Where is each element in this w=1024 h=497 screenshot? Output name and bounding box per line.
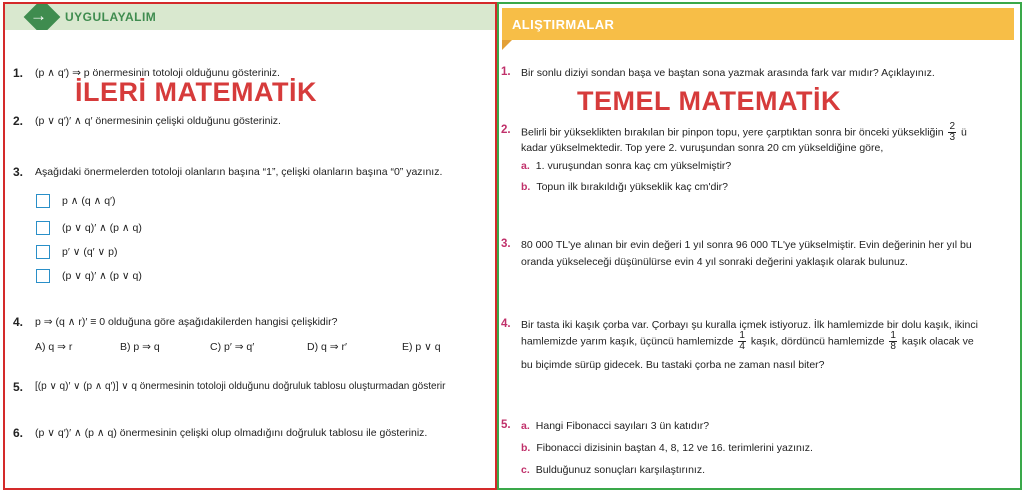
header-title: UYGULAYALIM (65, 10, 157, 24)
question-number: 1. (13, 66, 24, 80)
q3-item: p ∧ (q ∧ q′) (62, 195, 116, 207)
q4-option: B) p ⇒ q (120, 341, 160, 353)
header-badge (11, 4, 61, 30)
sub-question: b. Topun ilk bırakıldığı yükseklik kaç cm'dir? (521, 181, 729, 193)
q2-line1: Belirli bir yükseklikten bırakılan bir pinpon topu, yere çarptıktan sonra bir önceki yüksekliğin (521, 126, 944, 139)
uygulayalim-header (5, 4, 495, 30)
question-text: p ⇒ (q ∧ r)′ ≡ 0 olduğuna göre aşağıdakilerden hangisi çelişkidir? (35, 316, 338, 328)
fraction-one-quarter: $\frac{1}{4}$ (739, 330, 745, 352)
sub-question: a. 1. vuruşundan sonra kaç cm yükselmiştir? (521, 160, 732, 172)
temel-matematik-stamp: TEMEL MATEMATİK (577, 86, 841, 116)
question-number: 1. (501, 66, 511, 78)
q4-option: D) q ⇒ r′ (307, 341, 347, 353)
question-number: 5. (501, 419, 511, 431)
q4-option: E) p ∨ q (402, 341, 441, 353)
right-panel (497, 2, 1022, 490)
question-number: 3. (13, 165, 24, 179)
q4-option: A) q ⇒ r (35, 341, 73, 353)
question-text: (p ∧ q′) ⇒ p önermesinin totoloji olduğunu gösteriniz. (35, 67, 280, 79)
left-panel (3, 2, 497, 490)
fraction-two-thirds: $\frac{2}{3}$ (949, 121, 956, 143)
sub-question: a. Hangi Fibonacci sayıları 3 ün katıdır? (521, 420, 710, 432)
question-number: 6. (13, 426, 24, 440)
question-text: [(p ∨ q)′ ∨ (p ∧ q′)] ∨ q önermesinin totoloji olduğunu doğruluk tablosu oluşturmadan gösterir (35, 381, 446, 392)
arrow-right-icon: → (30, 6, 47, 25)
question-text: (p ∨ q′)′ ∧ q′ önermesinin çelişki olduğunu gösteriniz. (35, 115, 281, 127)
question-number: 2. (13, 114, 24, 128)
question-text: bu biçimde sürüp gidecek. Bu tastaki çorba ne zaman nasıl biter? (521, 359, 825, 371)
q4-option: C) p′ ⇒ q′ (210, 341, 255, 353)
q3-item: p′ ∨ (q′ ∨ p) (62, 246, 118, 258)
question-text: Bir sonlu diziyi sondan başa ve baştan sona yazmak arasında fark var mıdır? Açıklayınız. (521, 67, 935, 79)
question-text (521, 122, 967, 143)
question-number: 5. (13, 380, 24, 394)
header-title: ALIŞTIRMALAR (512, 17, 615, 32)
question-text: (p ∨ q′)′ ∧ (p ∧ q) önermesinin çelişki olup olmadığını doğruluk tablosu ile gösteriniz. (35, 427, 428, 439)
ileri-matematik-stamp: İLERİ MATEMATİK (75, 77, 317, 107)
question-number: 4. (13, 315, 24, 329)
sub-question: b. Fibonacci dizisinin baştan 4, 8, 12 ve 16. terimlerini yazınız. (521, 442, 813, 454)
question-number: 3. (501, 238, 511, 250)
fraction-one-eighth: $\frac{1}{8}$ (890, 330, 896, 352)
alistirmalar-header (502, 8, 1014, 40)
answer-box[interactable] (36, 194, 50, 208)
sub-question: c. Bulduğunuz sonuçları karşılaştırınız. (521, 464, 706, 476)
question-text: Aşağıdaki önermelerden totoloji olanların başına “1”, çelişki olanların başına “0” yazınız. (35, 166, 443, 178)
question-number: 2. (501, 124, 511, 136)
q2-line1-end: ü (960, 126, 967, 139)
answer-box[interactable] (36, 221, 50, 235)
answer-box[interactable] (36, 245, 50, 259)
q3-item: (p ∨ q)′ ∧ (p ∨ q) (62, 270, 142, 282)
question-text: oranda yükseleceği düşünülürse evin 4 yıl sonraki değerini yaklaşık olarak bulunuz. (521, 256, 908, 268)
answer-box[interactable] (36, 269, 50, 283)
header-fold (502, 40, 512, 50)
question-text: 80 000 TL'ye alınan bir evin değeri 1 yıl sonra 96 000 TL'ye yükselmiştir. Evin değerinin her yıl bu (521, 239, 972, 251)
question-text: Bir tasta iki kaşık çorba var. Çorbayı şu kuralla içmek istiyoruz. İlk hamlemizde bir dolu kaşık, ikinci (521, 319, 978, 331)
q3-item: (p ∨ q)′ ∧ (p ∧ q) (62, 222, 142, 234)
question-number: 4. (501, 318, 511, 330)
question-text: hamlemizde yarım kaşık, üçüncü hamlemizde $\frac{1}{4}$ kaşık, dördüncü hamlemizde $\frac{1}{8}$ kaşık olacak ve (521, 330, 974, 352)
question-text: kadar yükselmektedir. Top yere 2. vuruşundan sonra 20 cm yükseldiğine göre, (521, 142, 884, 154)
